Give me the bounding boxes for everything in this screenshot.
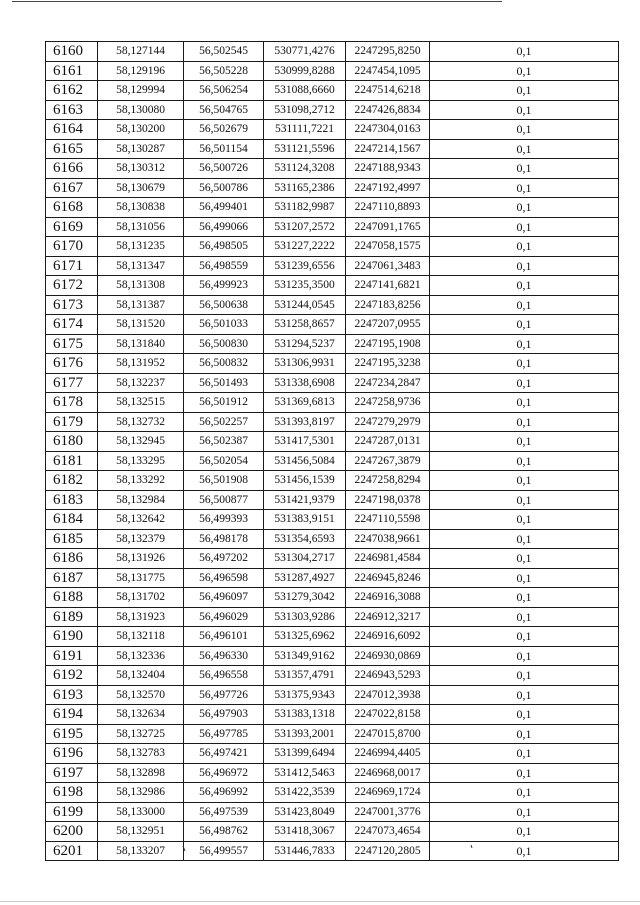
x-coordinate-cell: 531258,8657 <box>264 315 346 335</box>
point-number-cell: 6191 <box>46 646 98 666</box>
y-coordinate-cell: 2247110,5598 <box>346 510 430 530</box>
longitude-cell: 56,497785 <box>184 724 264 744</box>
x-coordinate-cell: 531098,2712 <box>264 100 346 120</box>
longitude-cell: 56,502257 <box>184 412 264 432</box>
point-number-cell: 6193 <box>46 685 98 705</box>
latitude-cell: 58,131840 <box>98 334 184 354</box>
accuracy-cell: 0,1 <box>430 354 619 374</box>
longitude-cell: 56,496558 <box>184 666 264 686</box>
y-coordinate-cell: 2246981,4584 <box>346 549 430 569</box>
x-coordinate-cell: 531357,4791 <box>264 666 346 686</box>
point-number-cell: 6186 <box>46 549 98 569</box>
latitude-cell: 58,132379 <box>98 529 184 549</box>
longitude-cell: 56,496972 <box>184 763 264 783</box>
longitude-cell: 56,499923 <box>184 276 264 296</box>
latitude-cell: 58,130838 <box>98 198 184 218</box>
x-coordinate-cell: 530771,4276 <box>264 42 346 62</box>
point-number-cell: 6184 <box>46 510 98 530</box>
longitude-cell: 56,499066 <box>184 217 264 237</box>
y-coordinate-cell: 2247287,0131 <box>346 432 430 452</box>
point-number-cell: 6201 <box>46 841 98 861</box>
x-coordinate-cell: 531239,6556 <box>264 256 346 276</box>
latitude-cell: 58,132732 <box>98 412 184 432</box>
longitude-cell: 56,496992 <box>184 783 264 803</box>
accuracy-cell: 0,1 <box>430 783 619 803</box>
y-coordinate-cell: 2247091,1765 <box>346 217 430 237</box>
longitude-cell: 56,500638 <box>184 295 264 315</box>
accuracy-cell: 0,1 <box>430 432 619 452</box>
y-coordinate-cell: 2247258,9736 <box>346 393 430 413</box>
x-coordinate-cell: 531325,6962 <box>264 627 346 647</box>
accuracy-cell: 0,1 <box>430 510 619 530</box>
y-coordinate-cell: 2247061,3483 <box>346 256 430 276</box>
point-number-cell: 6174 <box>46 315 98 335</box>
x-coordinate-cell: 531417,5301 <box>264 432 346 452</box>
x-coordinate-cell: 531124,3208 <box>264 159 346 179</box>
y-coordinate-cell: 2247258,8294 <box>346 471 430 491</box>
point-number-cell: 6189 <box>46 607 98 627</box>
latitude-cell: 58,131520 <box>98 315 184 335</box>
longitude-cell: 56,498505 <box>184 237 264 257</box>
latitude-cell: 58,131702 <box>98 588 184 608</box>
point-number-cell: 6176 <box>46 354 98 374</box>
longitude-cell: 56,499557 <box>184 841 264 861</box>
latitude-cell: 58,130287 <box>98 139 184 159</box>
latitude-cell: 58,132404 <box>98 666 184 686</box>
point-number-cell: 6161 <box>46 61 98 81</box>
longitude-cell: 56,500786 <box>184 178 264 198</box>
accuracy-cell: 0,1 <box>430 568 619 588</box>
longitude-cell: 56,498762 <box>184 822 264 842</box>
latitude-cell: 58,133292 <box>98 471 184 491</box>
point-number-cell: 6188 <box>46 588 98 608</box>
accuracy-cell: 0,1 <box>430 373 619 393</box>
y-coordinate-cell: 2247038,9661 <box>346 529 430 549</box>
latitude-cell: 58,133295 <box>98 451 184 471</box>
y-coordinate-cell: 2246968,0017 <box>346 763 430 783</box>
x-coordinate-cell: 531393,8197 <box>264 412 346 432</box>
point-number-cell: 6160 <box>46 42 98 62</box>
point-number-cell: 6192 <box>46 666 98 686</box>
longitude-cell: 56,500726 <box>184 159 264 179</box>
x-coordinate-cell: 531446,7833 <box>264 841 346 861</box>
latitude-cell: 58,132951 <box>98 822 184 842</box>
accuracy-cell: 0,1 <box>430 802 619 822</box>
point-number-cell: 6178 <box>46 393 98 413</box>
longitude-cell: 56,496330 <box>184 646 264 666</box>
latitude-cell: 58,131775 <box>98 568 184 588</box>
latitude-cell: 58,132515 <box>98 393 184 413</box>
accuracy-cell: 0,1 <box>430 139 619 159</box>
latitude-cell: 58,133000 <box>98 802 184 822</box>
longitude-cell: 56,497202 <box>184 549 264 569</box>
longitude-cell: 56,501493 <box>184 373 264 393</box>
accuracy-cell: 0,1 <box>430 646 619 666</box>
accuracy-cell: 0,1 <box>430 588 619 608</box>
latitude-cell: 58,131235 <box>98 237 184 257</box>
longitude-cell: 56,497903 <box>184 705 264 725</box>
point-number-cell: 6164 <box>46 120 98 140</box>
point-number-cell: 6168 <box>46 198 98 218</box>
accuracy-cell: 0,1 <box>430 763 619 783</box>
accuracy-cell: 0,1 <box>430 217 619 237</box>
point-number-cell: 6172 <box>46 276 98 296</box>
accuracy-cell: 0,1 <box>430 549 619 569</box>
latitude-cell: 58,132986 <box>98 783 184 803</box>
latitude-cell: 58,131308 <box>98 276 184 296</box>
point-number-cell: 6185 <box>46 529 98 549</box>
latitude-cell: 58,133207 <box>98 841 184 861</box>
y-coordinate-cell: 2247195,1908 <box>346 334 430 354</box>
y-coordinate-cell: 2247514,6218 <box>346 81 430 101</box>
y-coordinate-cell: 2246916,3088 <box>346 588 430 608</box>
y-coordinate-cell: 2247279,2979 <box>346 412 430 432</box>
y-coordinate-cell: 2247073,4654 <box>346 822 430 842</box>
point-number-cell: 6197 <box>46 763 98 783</box>
point-number-cell: 6165 <box>46 139 98 159</box>
x-coordinate-cell: 531306,9931 <box>264 354 346 374</box>
scan-speck <box>183 846 185 851</box>
latitude-cell: 58,131387 <box>98 295 184 315</box>
x-coordinate-cell: 531111,7221 <box>264 120 346 140</box>
point-number-cell: 6163 <box>46 100 98 120</box>
x-coordinate-cell: 531338,6908 <box>264 373 346 393</box>
y-coordinate-cell: 2247141,6821 <box>346 276 430 296</box>
latitude-cell: 58,130312 <box>98 159 184 179</box>
y-coordinate-cell: 2247183,8256 <box>346 295 430 315</box>
longitude-cell: 56,496101 <box>184 627 264 647</box>
longitude-cell: 56,502054 <box>184 451 264 471</box>
latitude-cell: 58,131056 <box>98 217 184 237</box>
latitude-cell: 58,132945 <box>98 432 184 452</box>
latitude-cell: 58,132634 <box>98 705 184 725</box>
y-coordinate-cell: 2247198,0378 <box>346 490 430 510</box>
x-coordinate-cell: 531418,3067 <box>264 822 346 842</box>
x-coordinate-cell: 531304,2717 <box>264 549 346 569</box>
x-coordinate-cell: 531369,6813 <box>264 393 346 413</box>
x-coordinate-cell: 531287,4927 <box>264 568 346 588</box>
y-coordinate-cell: 2247214,1567 <box>346 139 430 159</box>
x-coordinate-cell: 531421,9379 <box>264 490 346 510</box>
accuracy-cell: 0,1 <box>430 100 619 120</box>
x-coordinate-cell: 531456,1539 <box>264 471 346 491</box>
longitude-cell: 56,500877 <box>184 490 264 510</box>
x-coordinate-cell: 531182,9987 <box>264 198 346 218</box>
point-number-cell: 6187 <box>46 568 98 588</box>
accuracy-cell: 0,1 <box>430 822 619 842</box>
x-coordinate-cell: 531294,5237 <box>264 334 346 354</box>
point-number-cell: 6198 <box>46 783 98 803</box>
y-coordinate-cell: 2247015,8700 <box>346 724 430 744</box>
accuracy-cell: 0,1 <box>430 412 619 432</box>
accuracy-cell: 0,1 <box>430 61 619 81</box>
accuracy-cell: 0,1 <box>430 315 619 335</box>
latitude-cell: 58,130200 <box>98 120 184 140</box>
point-number-cell: 6195 <box>46 724 98 744</box>
latitude-cell: 58,129196 <box>98 61 184 81</box>
point-number-cell: 6196 <box>46 744 98 764</box>
accuracy-cell: 0,1 <box>430 529 619 549</box>
latitude-cell: 58,132118 <box>98 627 184 647</box>
longitude-cell: 56,500832 <box>184 354 264 374</box>
point-number-cell: 6173 <box>46 295 98 315</box>
y-coordinate-cell: 2246916,6092 <box>346 627 430 647</box>
accuracy-cell: 0,1 <box>430 666 619 686</box>
latitude-cell: 58,132336 <box>98 646 184 666</box>
y-coordinate-cell: 2246912,3217 <box>346 607 430 627</box>
latitude-cell: 58,131926 <box>98 549 184 569</box>
accuracy-cell: 0,1 <box>430 198 619 218</box>
latitude-cell: 58,132642 <box>98 510 184 530</box>
point-number-cell: 6177 <box>46 373 98 393</box>
accuracy-cell: 0,1 <box>430 607 619 627</box>
y-coordinate-cell: 2247110,8893 <box>346 198 430 218</box>
y-coordinate-cell: 2246969,1724 <box>346 783 430 803</box>
scan-speck <box>471 845 472 848</box>
accuracy-cell: 0,1 <box>430 159 619 179</box>
longitude-cell: 56,497421 <box>184 744 264 764</box>
y-coordinate-cell: 2246930,0869 <box>346 646 430 666</box>
point-number-cell: 6183 <box>46 490 98 510</box>
x-coordinate-cell: 531399,6494 <box>264 744 346 764</box>
point-number-cell: 6175 <box>46 334 98 354</box>
accuracy-cell: 0,1 <box>430 295 619 315</box>
longitude-cell: 56,497726 <box>184 685 264 705</box>
longitude-cell: 56,497539 <box>184 802 264 822</box>
point-number-cell: 6170 <box>46 237 98 257</box>
x-coordinate-cell: 531383,1318 <box>264 705 346 725</box>
latitude-cell: 58,132783 <box>98 744 184 764</box>
longitude-cell: 56,501912 <box>184 393 264 413</box>
x-coordinate-cell: 531412,5463 <box>264 763 346 783</box>
latitude-cell: 58,129994 <box>98 81 184 101</box>
latitude-cell: 58,132984 <box>98 490 184 510</box>
accuracy-cell: 0,1 <box>430 451 619 471</box>
page-edge <box>0 901 640 902</box>
accuracy-cell: 0,1 <box>430 276 619 296</box>
accuracy-cell: 0,1 <box>430 724 619 744</box>
y-coordinate-cell: 2247012,3938 <box>346 685 430 705</box>
longitude-cell: 56,502387 <box>184 432 264 452</box>
point-number-cell: 6171 <box>46 256 98 276</box>
y-coordinate-cell: 2247234,2847 <box>346 373 430 393</box>
accuracy-cell: 0,1 <box>430 471 619 491</box>
latitude-cell: 58,132570 <box>98 685 184 705</box>
longitude-cell: 56,501908 <box>184 471 264 491</box>
y-coordinate-cell: 2247207,0955 <box>346 315 430 335</box>
latitude-cell: 58,131952 <box>98 354 184 374</box>
y-coordinate-cell: 2247267,3879 <box>346 451 430 471</box>
x-coordinate-cell: 531349,9162 <box>264 646 346 666</box>
longitude-cell: 56,501154 <box>184 139 264 159</box>
point-number-cell: 6194 <box>46 705 98 725</box>
point-number-cell: 6162 <box>46 81 98 101</box>
accuracy-cell: 0,1 <box>430 178 619 198</box>
longitude-cell: 56,498559 <box>184 256 264 276</box>
point-number-cell: 6167 <box>46 178 98 198</box>
latitude-cell: 58,127144 <box>98 42 184 62</box>
longitude-cell: 56,496097 <box>184 588 264 608</box>
point-number-cell: 6181 <box>46 451 98 471</box>
point-number-cell: 6190 <box>46 627 98 647</box>
y-coordinate-cell: 2247188,9343 <box>346 159 430 179</box>
x-coordinate-cell: 531393,2001 <box>264 724 346 744</box>
x-coordinate-cell: 531303,9286 <box>264 607 346 627</box>
y-coordinate-cell: 2247426,8834 <box>346 100 430 120</box>
x-coordinate-cell: 531279,3042 <box>264 588 346 608</box>
y-coordinate-cell: 2247304,0163 <box>346 120 430 140</box>
accuracy-cell: 0,1 <box>430 120 619 140</box>
longitude-cell: 56,505228 <box>184 61 264 81</box>
point-number-cell: 6199 <box>46 802 98 822</box>
longitude-cell: 56,501033 <box>184 315 264 335</box>
y-coordinate-cell: 2247295,8250 <box>346 42 430 62</box>
y-coordinate-cell: 2247195,3238 <box>346 354 430 374</box>
x-coordinate-cell: 531235,3500 <box>264 276 346 296</box>
x-coordinate-cell: 531244,0545 <box>264 295 346 315</box>
y-coordinate-cell: 2247058,1575 <box>346 237 430 257</box>
accuracy-cell: 0,1 <box>430 841 619 861</box>
x-coordinate-cell: 531227,2222 <box>264 237 346 257</box>
accuracy-cell: 0,1 <box>430 42 619 62</box>
y-coordinate-cell: 2247022,8158 <box>346 705 430 725</box>
accuracy-cell: 0,1 <box>430 334 619 354</box>
y-coordinate-cell: 2246994,4405 <box>346 744 430 764</box>
latitude-cell: 58,131347 <box>98 256 184 276</box>
latitude-cell: 58,132898 <box>98 763 184 783</box>
latitude-cell: 58,132237 <box>98 373 184 393</box>
y-coordinate-cell: 2246945,8246 <box>346 568 430 588</box>
x-coordinate-cell: 531422,3539 <box>264 783 346 803</box>
point-number-cell: 6166 <box>46 159 98 179</box>
longitude-cell: 56,499393 <box>184 510 264 530</box>
accuracy-cell: 0,1 <box>430 685 619 705</box>
x-coordinate-cell: 530999,8288 <box>264 61 346 81</box>
y-coordinate-cell: 2246943,5293 <box>346 666 430 686</box>
accuracy-cell: 0,1 <box>430 393 619 413</box>
point-number-cell: 6182 <box>46 471 98 491</box>
accuracy-cell: 0,1 <box>430 256 619 276</box>
y-coordinate-cell: 2247120,2805 <box>346 841 430 861</box>
y-coordinate-cell: 2247192,4997 <box>346 178 430 198</box>
accuracy-cell: 0,1 <box>430 490 619 510</box>
x-coordinate-cell: 531121,5596 <box>264 139 346 159</box>
latitude-cell: 58,132725 <box>98 724 184 744</box>
point-number-cell: 6169 <box>46 217 98 237</box>
accuracy-cell: 0,1 <box>430 81 619 101</box>
x-coordinate-cell: 531375,9343 <box>264 685 346 705</box>
latitude-cell: 58,130679 <box>98 178 184 198</box>
accuracy-cell: 0,1 <box>430 744 619 764</box>
x-coordinate-cell: 531456,5084 <box>264 451 346 471</box>
point-number-cell: 6180 <box>46 432 98 452</box>
latitude-cell: 58,131923 <box>98 607 184 627</box>
longitude-cell: 56,506254 <box>184 81 264 101</box>
longitude-cell: 56,500830 <box>184 334 264 354</box>
x-coordinate-cell: 531165,2386 <box>264 178 346 198</box>
accuracy-cell: 0,1 <box>430 705 619 725</box>
y-coordinate-cell: 2247001,3776 <box>346 802 430 822</box>
accuracy-cell: 0,1 <box>430 237 619 257</box>
y-coordinate-cell: 2247454,1095 <box>346 61 430 81</box>
latitude-cell: 58,130080 <box>98 100 184 120</box>
x-coordinate-cell: 531354,6593 <box>264 529 346 549</box>
longitude-cell: 56,502679 <box>184 120 264 140</box>
longitude-cell: 56,502545 <box>184 42 264 62</box>
x-coordinate-cell: 531088,6660 <box>264 81 346 101</box>
x-coordinate-cell: 531383,9151 <box>264 510 346 530</box>
longitude-cell: 56,498178 <box>184 529 264 549</box>
longitude-cell: 56,496029 <box>184 607 264 627</box>
x-coordinate-cell: 531423,8049 <box>264 802 346 822</box>
x-coordinate-cell: 531207,2572 <box>264 217 346 237</box>
longitude-cell: 56,504765 <box>184 100 264 120</box>
accuracy-cell: 0,1 <box>430 627 619 647</box>
point-number-cell: 6200 <box>46 822 98 842</box>
longitude-cell: 56,496598 <box>184 568 264 588</box>
point-number-cell: 6179 <box>46 412 98 432</box>
longitude-cell: 56,499401 <box>184 198 264 218</box>
